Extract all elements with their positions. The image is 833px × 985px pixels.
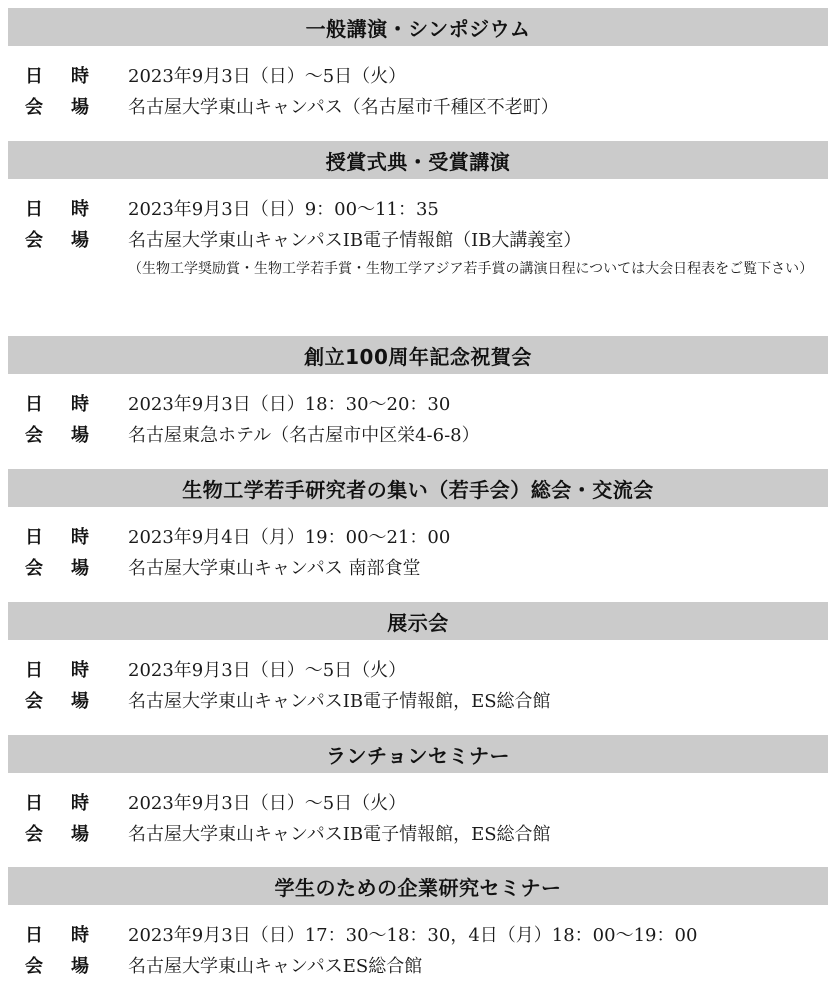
date-value: 2023年9月3日（日）～5日（火） — [128, 659, 407, 681]
date-row — [0, 520, 833, 551]
section-header: 創立100周年記念祝賀会 — [8, 336, 828, 374]
venue-label: 会 場 — [25, 823, 89, 845]
venue-value: 名古屋大学東山キャンパス 南部食堂 — [128, 557, 421, 579]
venue-row — [0, 949, 833, 980]
date-value: 2023年9月3日（日）17：30～18：30，4日（月）18：00～19：00 — [128, 924, 698, 946]
date-label: 日 時 — [25, 792, 89, 814]
date-label: 日 時 — [25, 198, 89, 220]
date-label: 日 時 — [25, 526, 89, 548]
date-row — [0, 786, 833, 817]
date-label: 日 時 — [25, 659, 89, 681]
date-value: 2023年9月3日（日）18：30～20：30 — [128, 393, 451, 415]
date-row — [0, 653, 833, 684]
date-value: 2023年9月3日（日）～5日（火） — [128, 792, 407, 814]
date-value: 2023年9月4日（月）19：00～21：00 — [128, 526, 451, 548]
venue-label: 会 場 — [25, 229, 89, 251]
section-header: 一般講演・シンポジウム — [8, 8, 828, 46]
venue-row — [0, 551, 833, 582]
section-header: 学生のための企業研究セミナー — [8, 867, 828, 905]
venue-row — [0, 90, 833, 121]
section-header: 展示会 — [8, 602, 828, 640]
note-row — [0, 254, 833, 316]
venue-value: 名古屋大学東山キャンパスIB電子情報館（IB大講義室） — [128, 229, 582, 251]
venue-value: 名古屋東急ホテル（名古屋市中区栄4-6-8） — [128, 424, 480, 446]
venue-value: 名古屋大学東山キャンパスIB電子情報館，ES総合館 — [128, 690, 551, 712]
venue-label: 会 場 — [25, 690, 89, 712]
date-value: 2023年9月3日（日）9：00～11：35 — [128, 198, 439, 220]
date-row — [0, 59, 833, 90]
venue-row — [0, 817, 833, 848]
venue-value: 名古屋大学東山キャンパス（名古屋市千種区不老町） — [128, 96, 559, 118]
date-row — [0, 387, 833, 418]
section-exhibition — [0, 602, 833, 715]
section-company-seminar — [0, 867, 833, 980]
section-award-ceremony — [0, 141, 833, 316]
venue-value: 名古屋大学東山キャンパスIB電子情報館，ES総合館 — [128, 823, 551, 845]
section-general-lectures — [0, 8, 833, 121]
venue-label: 会 場 — [25, 424, 89, 446]
date-row — [0, 192, 833, 223]
section-centennial-celebration — [0, 336, 833, 449]
venue-value: 名古屋大学東山キャンパスES総合館 — [128, 955, 423, 977]
section-header: 生物工学若手研究者の集い（若手会）総会・交流会 — [8, 469, 828, 507]
section-header: 授賞式典・受賞講演 — [8, 141, 828, 179]
date-label: 日 時 — [25, 393, 89, 415]
date-label: 日 時 — [25, 924, 89, 946]
schedule-note: （生物工学奨励賞・生物工学若手賞・生物工学アジア若手賞の講演日程については大会日程表をご覧下さい） — [128, 261, 814, 277]
section-young-researchers — [0, 469, 833, 582]
section-header: ランチョンセミナー — [8, 735, 828, 773]
venue-row — [0, 684, 833, 715]
date-row — [0, 918, 833, 949]
date-value: 2023年9月3日（日）～5日（火） — [128, 65, 407, 87]
venue-row — [0, 418, 833, 449]
venue-row — [0, 223, 833, 254]
venue-label: 会 場 — [25, 557, 89, 579]
date-label: 日 時 — [25, 65, 89, 87]
venue-label: 会 場 — [25, 955, 89, 977]
venue-label: 会 場 — [25, 96, 89, 118]
section-luncheon-seminar — [0, 735, 833, 848]
